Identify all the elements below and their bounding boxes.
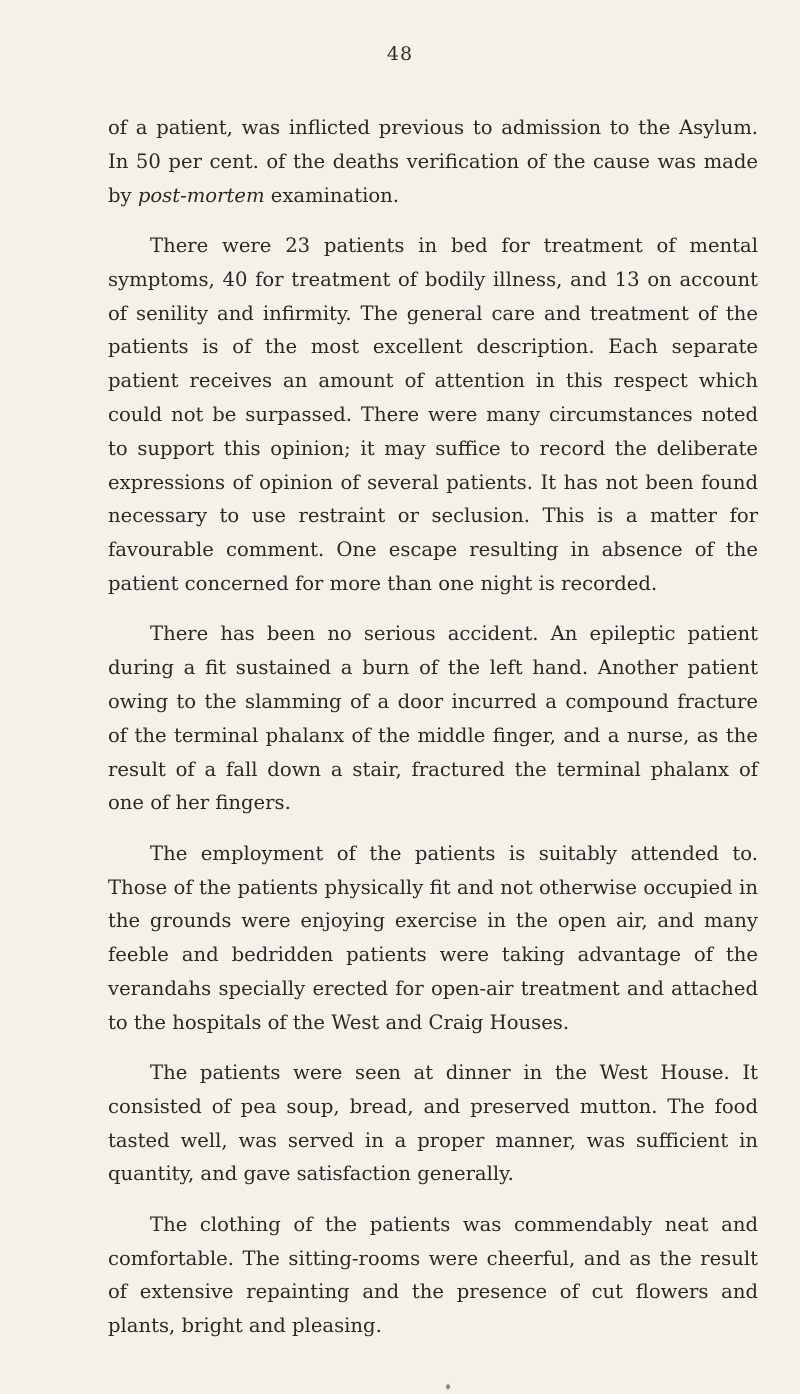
paragraph: [108, 111, 758, 212]
paragraph: [108, 837, 758, 1040]
text-segment: There has been no serious accident. An epileptic patient during a fit sustained a burn of the left hand. Another patient owing to the slamming of a door incurred a compound fracture of the terminal phalanx of the middle finger, and a nurse, as the result of a fall down a stair, fractured the terminal phalanx of one of her fingers.: [108, 622, 758, 815]
text-segment: There were 23 patients in bed for treatment of mental symptoms, 40 for treatment of bodily illness, and 13 on account of senility and infirmity. The general care and treatment of the patients is of the most excellent description. Each separate patient receives an amount of attention in this respect which could not be surpassed. There were many circumstances noted to support this opinion; it may suffice to record the deliberate expressions of opinion of several patients. It has not been found necessary to use restraint or seclusion. This is a matter for favourable comment. One escape resulting in absence of the patient concerned for more than one night is recorded.: [108, 233, 758, 595]
paragraph: [108, 617, 758, 820]
body-text: [108, 111, 758, 1343]
paragraph: [108, 229, 758, 601]
text-segment: examination.: [264, 183, 400, 207]
italic-text: post-mortem: [137, 183, 265, 207]
paragraph: [108, 1208, 758, 1343]
footer-mark: ♦: [444, 1383, 453, 1393]
paragraph: [108, 1056, 758, 1191]
text-segment: The employment of the patients is suitably attended to. Those of the patients physically fit and not otherwise occupied in the grounds were enjoying exercise in the open air, and many feeble and bedridden patients were taking advantage of the verandahs specially erected for open-air treatment and attached to the hospitals of the West and Craig Houses.: [108, 841, 758, 1034]
page-number: 48: [386, 43, 414, 65]
text-segment: The patients were seen at dinner in the West House. It consisted of pea soup, bread, and preserved mutton. The food tasted well, was served in a proper manner, was sufficient in quantity, and gave satisfaction generally.: [108, 1061, 758, 1186]
text-segment: The clothing of the patients was commendably neat and comfortable. The sitting-rooms were cheerful, and as the result of extensive repainting and the presence of cut flowers and plants, bright and pleasing.: [108, 1212, 758, 1338]
text-segment: of a patient, was inflicted previous to admission to the Asylum. In 50 per cent. of the deaths verification of the cause was made by: [108, 116, 758, 207]
